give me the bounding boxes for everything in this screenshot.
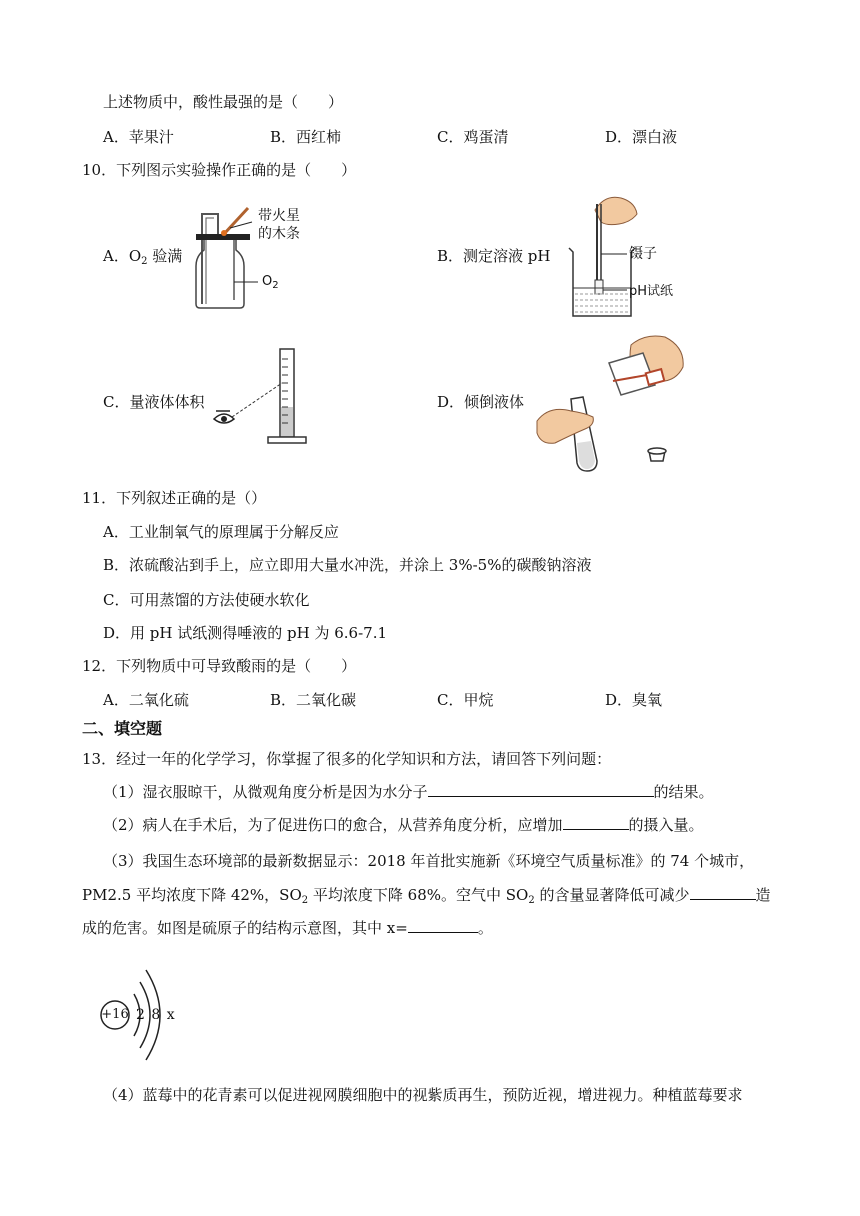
figure-cylinder-reading (210, 345, 320, 455)
answer-blank-1[interactable] (428, 782, 654, 797)
figure-pouring-liquid (535, 325, 695, 475)
answer-blank-3[interactable] (690, 885, 756, 900)
q11-option-a: A．工业制氧气的原理属于分解反应 (103, 523, 339, 541)
q12-option-c: C．甲烷 (437, 691, 494, 709)
q9-option-b: B．西红柿 (270, 128, 342, 146)
q13-part4: （4）蓝莓中的花青素可以促进视网膜细胞中的视紫质再生，预防近视，增进视力。种植蓝莓要求 (103, 1086, 743, 1104)
q10-option-d: D．倾倒液体 (437, 393, 525, 411)
q13-stem: 13．经过一年的化学学习，你掌握了很多的化学知识和方法，请回答下列问题： (82, 750, 612, 768)
q10-option-c: C．量液体体积 (103, 393, 205, 411)
q9-stem: 上述物质中，酸性最强的是（ ） (103, 93, 344, 111)
q13-part1: （1）湿衣服晾干，从微观角度分析是因为水分子 的结果。 (103, 783, 714, 801)
q12-stem: 12．下列物质中可导致酸雨的是（ ） (82, 657, 357, 675)
answer-blank-2[interactable] (563, 815, 629, 830)
cylinder-eye-drawing (210, 345, 320, 455)
label-tweezers: 镊子 (629, 246, 657, 262)
q13-part3-line1: （3）我国生态环境部的最新数据显示：2018 年首批实施新《环境空气质量标准》的 74 个城市， (103, 852, 755, 870)
q13-part2: （2）病人在手术后，为了促进伤口的愈合，从营养角度分析，应增加 的摄入量。 (103, 816, 704, 834)
figure-o2-check (190, 200, 330, 310)
label-o2: $O_2$ (262, 274, 279, 291)
answer-blank-4[interactable] (408, 918, 478, 933)
figure-sulfur-atom (96, 960, 196, 1070)
q11-option-d: D．用 pH 试纸测得唾液的 pH 为 6.6-7.1 (103, 624, 388, 642)
q9-option-d: D．漂白液 (605, 128, 678, 146)
q11-stem: 11．下列叙述正确的是（） (82, 489, 267, 507)
atom-electron-shells: 2 8 x (136, 1007, 175, 1023)
q12-option-a: A．二氧化硫 (103, 691, 189, 709)
q10-option-b: B．测定溶液 pH (437, 247, 551, 265)
q13-part3-line2: PM2.5 平均浓度下降 42%，$SO_2$ 平均浓度下降 68%。空气中 $SO_2$ 的含量显著降低可减少 造 (82, 886, 771, 906)
q13-part3-line3: 成的危害。如图是硫原子的结构示意图，其中 x= 。 (82, 919, 493, 937)
q11-option-c: C．可用蒸馏的方法使硬水软化 (103, 591, 310, 609)
q12-option-d: D．臭氧 (605, 691, 663, 709)
q11-option-b: B．浓硫酸沾到手上，应立即用大量水冲洗，并涂上 3%-5%的碳酸钠溶液 (103, 556, 592, 574)
figure-ph-test (565, 192, 695, 322)
q9-option-a: A．苹果汁 (103, 128, 174, 146)
q9-option-c: C．鸡蛋清 (437, 128, 509, 146)
label-ph-paper: pH试纸 (629, 284, 674, 299)
pouring-drawing (535, 325, 695, 475)
atom-nucleus: +16 (101, 1007, 129, 1022)
q12-option-b: B．二氧化碳 (270, 691, 357, 709)
label-glowing-splint-2: 的木条 (258, 226, 300, 242)
q10-option-a: A．$O_2$ 验满 (103, 247, 183, 267)
section-heading-fill-in: 二、填空题 (82, 719, 163, 738)
q10-stem: 10．下列图示实验操作正确的是（ ） (82, 161, 357, 179)
label-glowing-splint-1: 带火星 (258, 208, 300, 224)
